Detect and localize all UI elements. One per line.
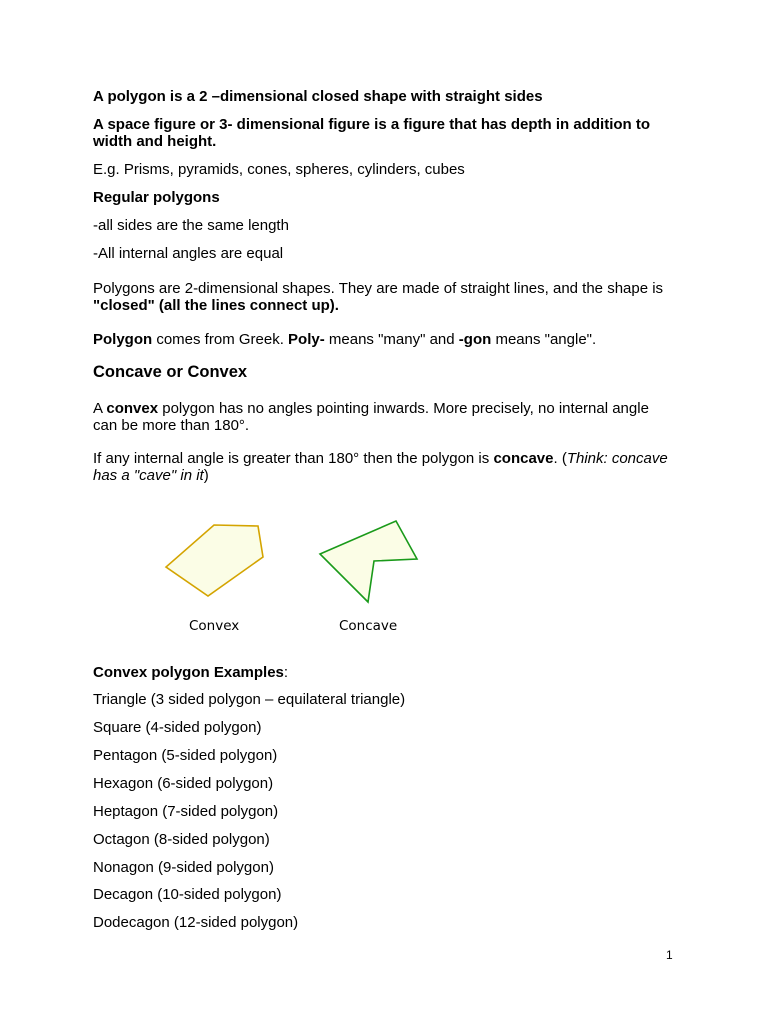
greek-text-2: means "many" and [324, 331, 459, 348]
polygons-paragraph [93, 280, 673, 314]
list-item: Triangle (3 sided polygon – equilateral triangle) [93, 691, 406, 708]
page-number: 1 [666, 948, 673, 962]
concave-polygon-shape [320, 521, 417, 602]
convex-examples-title-colon: : [283, 664, 289, 681]
list-item: Heptagon (7-sided polygon) [93, 803, 279, 820]
convex-polygon-shape [166, 525, 263, 596]
concave-convex-heading: Concave or Convex [93, 363, 248, 381]
convex-examples-title-text: Convex polygon Examples [93, 664, 284, 681]
concave-word: concave [493, 450, 554, 467]
list-item: Square (4-sided polygon) [93, 719, 262, 736]
concave-label: Concave [339, 618, 398, 634]
list-item: Octagon (8-sided polygon) [93, 831, 270, 848]
convex-text-a: A [93, 400, 107, 417]
polygons-paragraph-bold: "closed" (all the lines connect up). [93, 297, 339, 314]
list-item: Dodecagon (12-sided polygon) [93, 914, 299, 931]
space-figure-examples: E.g. Prisms, pyramids, cones, spheres, cylinders, cubes [93, 161, 465, 178]
convex-examples-title [93, 664, 288, 681]
list-item: Pentagon (5-sided polygon) [93, 747, 278, 764]
polygon-definition: A polygon is a 2 –dimensional closed shape with straight sides [93, 88, 543, 105]
concave-text-e: ) [203, 467, 209, 484]
greek-text-3: means "angle". [491, 331, 597, 348]
list-item: Nonagon (9-sided polygon) [93, 859, 274, 876]
list-item: Hexagon (6-sided polygon) [93, 775, 274, 792]
greek-origin-paragraph [93, 331, 596, 348]
concave-paragraph [93, 450, 673, 484]
greek-text-1: comes from Greek. [152, 331, 289, 348]
convex-word: convex [106, 400, 159, 417]
greek-word-gon: -gon [458, 331, 492, 348]
polygons-paragraph-text: Polygons are 2-dimensional shapes. They are made of straight lines, and the shape is [93, 280, 664, 297]
regular-point-angles: -All internal angles are equal [93, 245, 284, 262]
greek-word-polygon: Polygon [93, 331, 153, 348]
concave-think-note: Think: concave has a "cave" in it [93, 450, 668, 484]
convex-text-c: polygon has no angles pointing inwards. More precisely, no internal angle can be more than 180°. [93, 400, 649, 434]
convex-label: Convex [189, 618, 240, 634]
concave-text-a: If any internal angle is greater than 180° then the polygon is [93, 450, 494, 467]
list-item: Decagon (10-sided polygon) [93, 886, 282, 903]
convex-concave-figure [93, 510, 693, 640]
concave-text-c: . ( [553, 450, 567, 467]
space-figure-definition: A space figure or 3- dimensional figure is a figure that has depth in addition to width and height. [93, 116, 651, 150]
convex-paragraph [93, 400, 673, 434]
greek-word-poly: Poly- [288, 331, 325, 348]
regular-point-sides: -all sides are the same length [93, 217, 289, 234]
regular-polygons-title: Regular polygons [93, 189, 220, 206]
